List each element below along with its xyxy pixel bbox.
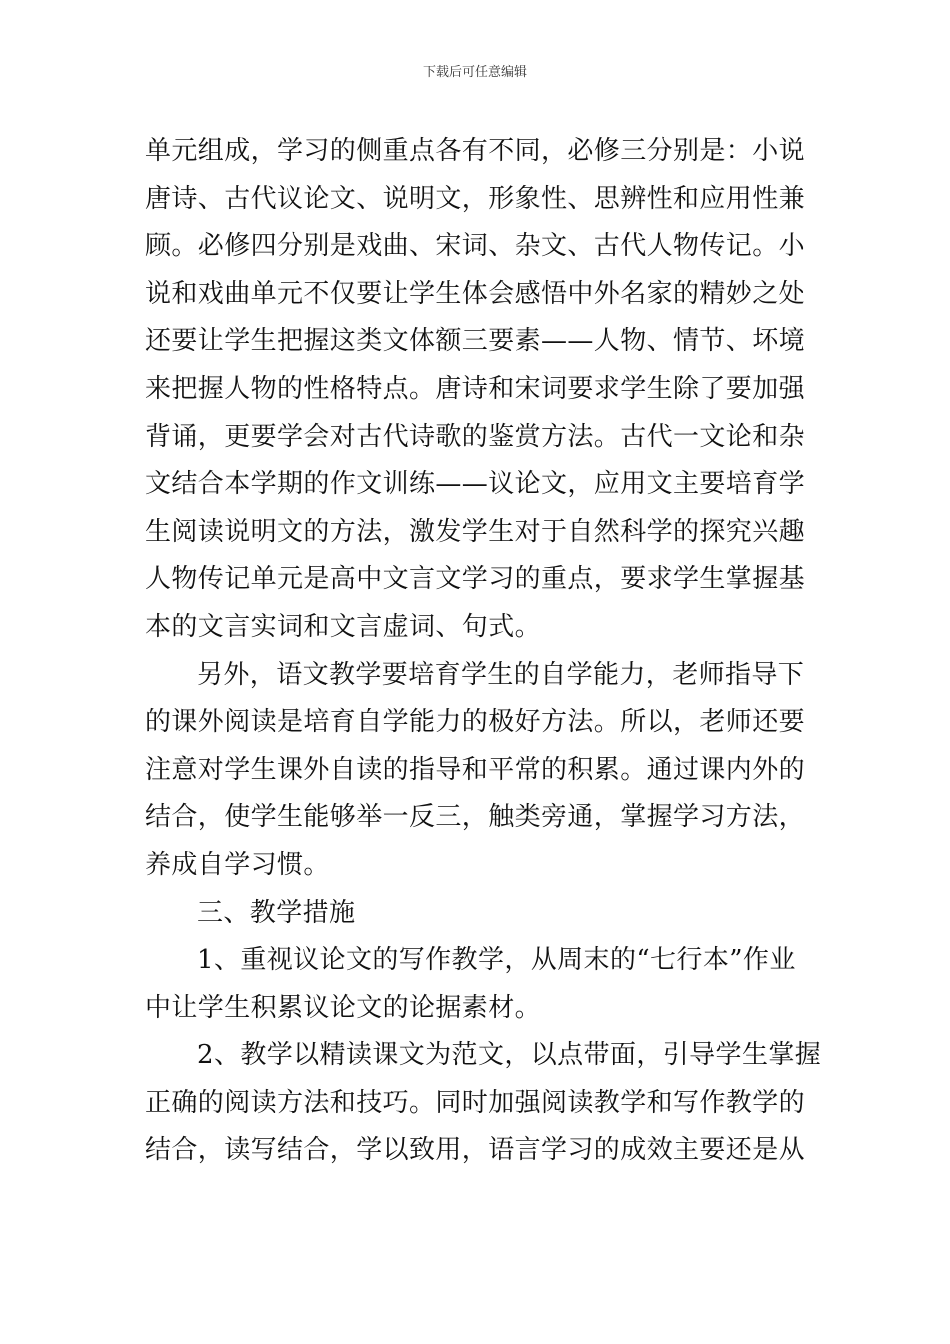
text-line: 结合，使学生能够举一反三，触类旁通，掌握学习方法， (145, 802, 806, 833)
text-line: 唐诗、古代议论文、说明文，形象性、思辨性和应用性兼 (145, 183, 806, 214)
text-line: 人物传记单元是高中文言文学习的重点，要求学生掌握基 (145, 564, 806, 595)
text-line: 中让学生积累议论文的论据素材。 (145, 992, 542, 1023)
text-line: 的课外阅读是培育自学能力的极好方法。所以，老师还要 (145, 707, 806, 738)
paragraph-first-line: 1、重视议论文的写作教学，从周末的“七行本”作业 (197, 945, 796, 976)
text-line: 养成自学习惯。 (145, 849, 330, 880)
text-line: 生阅读说明文的方法，激发学生对于自然科学的探究兴趣 (145, 516, 806, 547)
text-line: 文结合本学期的作文训练——议论文，应用文主要培育学 (145, 469, 806, 500)
text-line: 顾。必修四分别是戏曲、宋词、杂文、古代人物传记。小 (145, 231, 806, 262)
text-line: 来把握人物的性格特点。唐诗和宋词要求学生除了要加强 (145, 373, 806, 404)
text-line: 正确的阅读方法和技巧。同时加强阅读教学和写作教学的 (145, 1087, 806, 1118)
text-line: 单元组成，学习的侧重点各有不同，必修三分别是：小说 (145, 136, 806, 166)
paragraph-first-line: 另外，语文教学要培育学生的自学能力，老师指导下 (197, 659, 805, 690)
page-header-note: 下载后可任意编辑 (422, 65, 527, 80)
text-line: 结合，读写结合，学以致用，语言学习的成效主要还是从 (145, 1135, 806, 1166)
text-line: 还要让学生把握这类文体额三要素——人物、情节、坏境 (145, 326, 806, 357)
document-body (145, 128, 822, 1175)
text-line: 背诵，更要学会对古代诗歌的鉴赏方法。古代一文论和杂 (145, 421, 806, 452)
paragraph-first-line: 2、教学以精读课文为范文，以点带面，引导学生掌握 (197, 1040, 822, 1071)
text-line: 本的文言实词和文言虚词、句式。 (145, 611, 542, 642)
text-line: 注意对学生课外自读的指导和平常的积累。通过课内外的 (145, 754, 806, 785)
text-line: 说和戏曲单元不仅要让学生体会感悟中外名家的精妙之处 (145, 278, 806, 309)
section-heading: 三、教学措施 (197, 897, 356, 928)
